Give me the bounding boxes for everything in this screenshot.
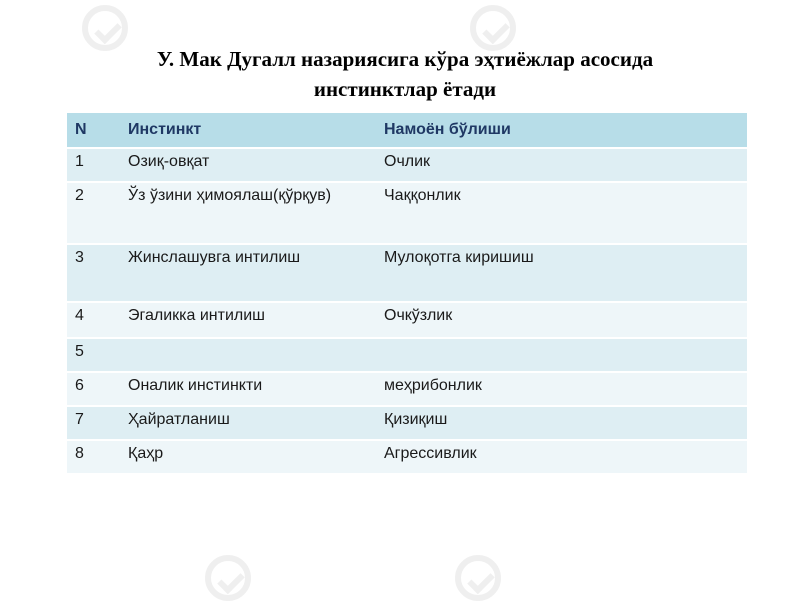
row-manifestation: Очкўзлик — [376, 302, 747, 338]
row-number: 8 — [67, 440, 120, 474]
watermark-check-icon — [455, 555, 501, 601]
table-row — [67, 440, 747, 474]
table-row — [67, 338, 747, 372]
table-row — [67, 406, 747, 440]
row-manifestation — [376, 338, 747, 372]
row-manifestation: меҳрибонлик — [376, 372, 747, 406]
row-manifestation: Агрессивлик — [376, 440, 747, 474]
row-number: 6 — [67, 372, 120, 406]
row-instinct: Ҳайратланиш — [120, 406, 376, 440]
row-number: 1 — [67, 148, 120, 182]
row-manifestation: Очлик — [376, 148, 747, 182]
row-instinct: Жинслашувга интилиш — [120, 244, 376, 302]
row-number: 7 — [67, 406, 120, 440]
row-instinct — [120, 338, 376, 372]
row-number: 5 — [67, 338, 120, 372]
slide-title-line-2: инстинктлар ётади — [313, 77, 497, 101]
row-number: 2 — [67, 182, 120, 244]
header-number: N — [67, 113, 120, 148]
row-instinct: Қаҳр — [120, 440, 376, 474]
row-number: 3 — [67, 244, 120, 302]
row-instinct: Озиқ-овқат — [120, 148, 376, 182]
row-instinct: Ўз ўзини ҳимоялаш(қўрқув) — [120, 182, 376, 244]
header-manifestation: Намоён бўлиши — [376, 113, 747, 148]
table-header-row — [67, 113, 747, 148]
slide-title — [100, 44, 710, 104]
row-manifestation: Чаққонлик — [376, 182, 747, 244]
table-row — [67, 148, 747, 182]
row-instinct: Эгаликка интилиш — [120, 302, 376, 338]
table-row — [67, 182, 747, 244]
table-row — [67, 302, 747, 338]
header-instinct: Инстинкт — [120, 113, 376, 148]
instincts-table — [67, 113, 747, 475]
row-number: 4 — [67, 302, 120, 338]
table-row — [67, 372, 747, 406]
slide-title-line-1: У. Мак Дугалл назариясига кўра эҳтиёжлар асосида — [156, 47, 654, 71]
row-manifestation: Мулоқотга киришиш — [376, 244, 747, 302]
table-row — [67, 244, 747, 302]
watermark-check-icon — [205, 555, 251, 601]
row-manifestation: Қизиқиш — [376, 406, 747, 440]
row-instinct: Оналик инстинкти — [120, 372, 376, 406]
